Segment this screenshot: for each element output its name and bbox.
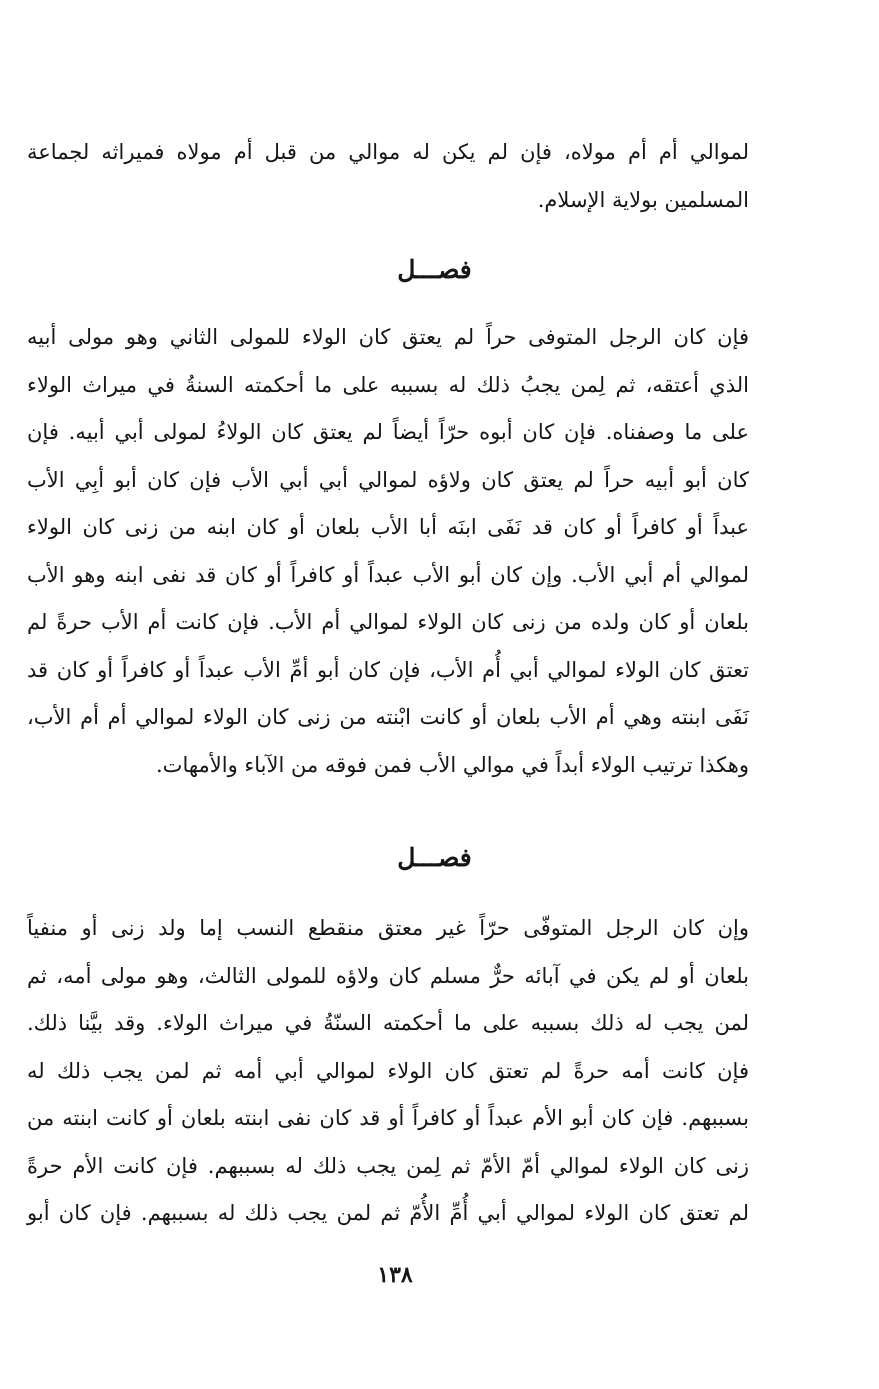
- text-line: الذي أعتقه، ثم لِمن يجبُ ذلك له بسببه على ما أحكمته السنةُ في ميراث الولاء: [27, 372, 749, 397]
- text-line: وهكذا ترتيب الولاء أبداً في موالي الأب فمن فوقه من الآباء والأمهات.: [156, 752, 749, 777]
- text-line: فإن كانت أمه حرةً لم تعتق كان الولاء لموالي أبي أمه ثم لمن يجب ذلك له: [27, 1058, 749, 1083]
- text-line: زنى كان الولاء لموالي أمّ الأمّ ثم لِمن يجب ذلك له بسببهم. فإن كانت الأم حرةً: [27, 1153, 749, 1178]
- text-line: عبداً أو كافراً أو كان قد نَفَى ابنَه أبا الأب بلعان أو كان ابنه من زنى كان الولاء: [27, 515, 749, 539]
- text-line: وإن كان الرجل المتوفّى حرّاً غير معتق منقطع النسب إما ولد زنى أو منفياً: [27, 916, 749, 940]
- text-line: لم تعتق كان الولاء لموالي أبي أُمِّ الأُمّ ثم لمن يجب ذلك له بسببهم. فإن كان أبو: [27, 1201, 749, 1225]
- paragraph-3: [27, 905, 749, 1238]
- text-line: بسببهم. فإن كان أبو الأم عبداً أو كافراً أو قد كان نفى ابنته بلعان أو كانت ابنته من: [27, 1106, 749, 1130]
- text-line: لمن يجب له ذلك بسببه على ما أحكمته السنّةُ في ميراث الولاء. وقد بيَّنا ذلك.: [27, 1011, 749, 1035]
- text-line: المسلمين بولاية الإسلام.: [537, 187, 749, 212]
- text-line: بلعان أو لم يكن في آبائه حرٌّ مسلم كان ولاؤه للمولى الثالث، وهو مولى أمه، ثم: [27, 963, 749, 988]
- section-heading: فصـــل: [397, 843, 472, 872]
- section-heading: فصـــل: [397, 255, 472, 284]
- paragraph-2: [27, 314, 749, 789]
- page-number: ١٣٨: [377, 1262, 413, 1288]
- text-line: لموالي أم أبي الأب. وإن كان أبو الأب عبداً أو كافراً أو كان قد نفى ابنه وهو الأب: [27, 562, 749, 587]
- text-line: بلعان أو كان ولده من زنى كان الولاء لموالي أم الأب. فإن كانت أم الأب حرةً لم: [27, 610, 749, 634]
- text-line: على ما وصفناه. فإن كان أبوه حرّاً أيضاً لم يعتق كان الولاءُ لمولى أبي أبيه. فإن: [27, 420, 749, 444]
- text-line: نَفَى ابنته وهي أم الأب بلعان أو كانت ابْنته من زنى كان الولاء لموالي أم أم الأب،: [27, 705, 749, 729]
- paragraph-1: [27, 129, 749, 224]
- text-line: فإن كان الرجل المتوفى حراً لم يعتق كان الولاء للمولى الثاني وهو مولى أبيه: [27, 325, 749, 349]
- text-line: كان أبو أبيه حراً لم يعتق كان ولاؤه لموالي أبي أبي الأب فإن كان أبو أبِي الأب: [27, 467, 749, 492]
- text-line: تعتق كان الولاء لموالي أبي أُم الأب، فإن كان أبو أمِّ الأب عبداً أو كافراً أو كان قد: [27, 657, 749, 682]
- text-line: لموالي أم أم مولاه، فإن لم يكن له موالي من قبل أم مولاه فميراثه لجماعة: [27, 140, 749, 164]
